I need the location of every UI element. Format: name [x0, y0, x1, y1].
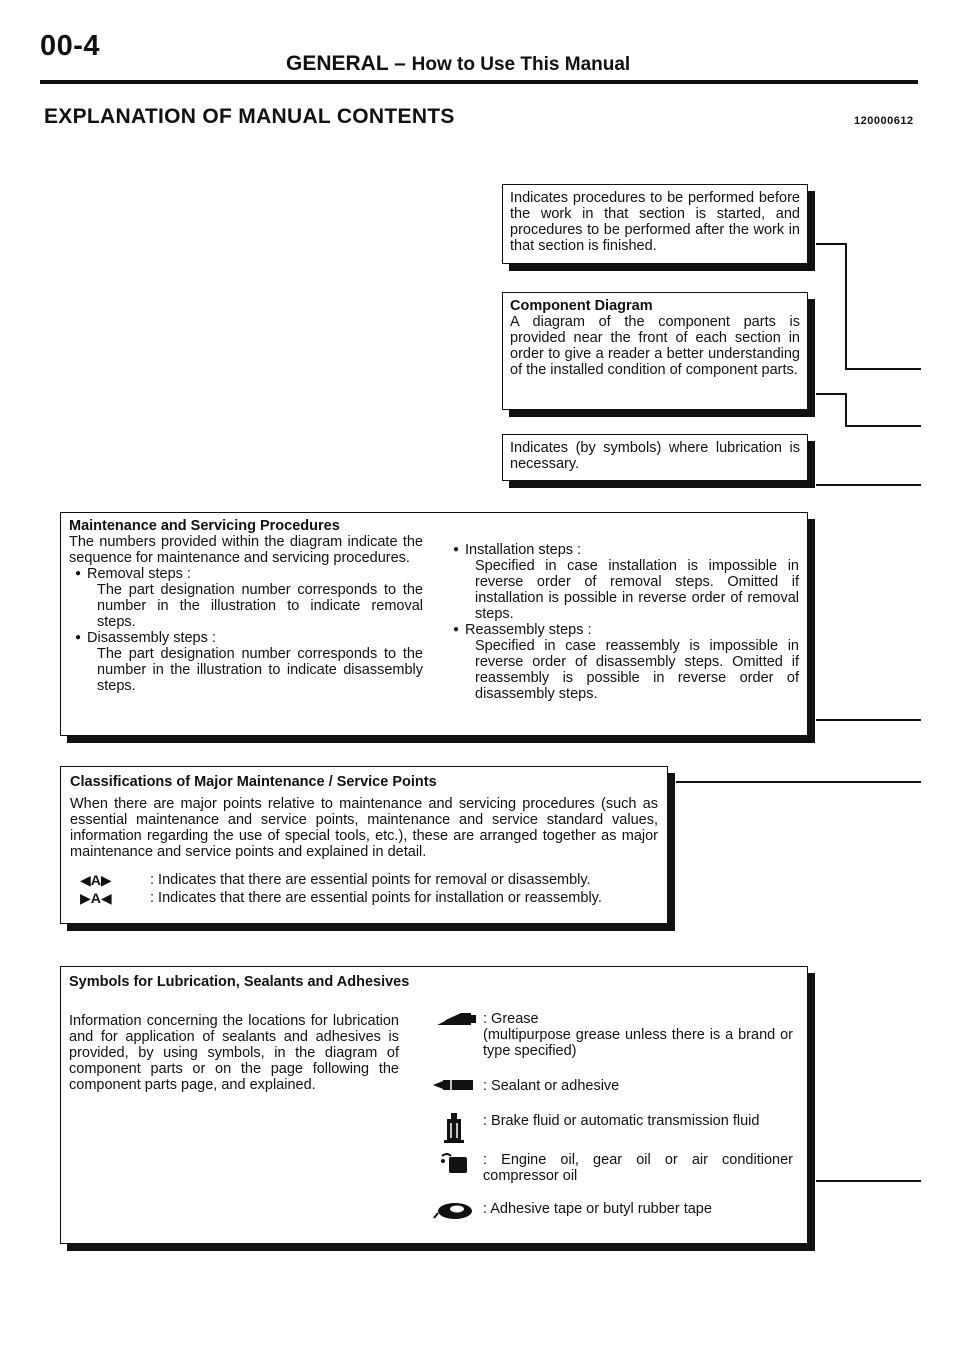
brake-fluid-row — [425, 1113, 793, 1143]
reference-code: 120000612 — [854, 115, 914, 127]
lubrication-indication-text: Indicates (by symbols) where lubrication is necessary. — [510, 440, 800, 472]
maintenance-title: Maintenance and Servicing Procedures — [69, 518, 340, 534]
classifications-title: Classifications of Major Maintenance / Service Points — [70, 774, 437, 790]
grease-label: : Grease — [483, 1011, 539, 1027]
installation-steps-desc: Specified in case installation is impossible in reverse order of removal steps. Omitted if installation is possible in reverse order of removal steps. — [475, 558, 799, 622]
lubrication-symbols-intro: Information concerning the locations for lubrication and for application of sealants and adhesives is provided, by using symbols, in the diagram of component parts or on the page following the component parts page, and explained. — [69, 1013, 399, 1093]
header-subtitle: How to Use This Manual — [411, 54, 631, 75]
bullet-icon: ● — [74, 632, 82, 643]
reassembly-steps-item — [447, 622, 799, 638]
bullet-icon: ● — [452, 544, 460, 555]
bullet-icon: ● — [452, 624, 460, 635]
lubrication-symbols-box — [60, 966, 808, 1244]
removal-point-symbol: ◀A▶ — [80, 872, 112, 888]
maintenance-intro: The numbers provided within the diagram indicate the sequence for maintenance and servicing procedures. — [69, 534, 423, 566]
tape-label: : Adhesive tape or butyl rubber tape — [483, 1201, 712, 1217]
grease-row — [425, 1011, 793, 1059]
header-rule — [40, 80, 918, 84]
grease-gun-icon — [431, 1011, 477, 1029]
engine-oil-label: : Engine oil, gear oil or air conditioner compressor oil — [483, 1152, 793, 1184]
installation-steps-item — [447, 542, 799, 558]
classifications-text: When there are major points relative to maintenance and servicing procedures (such as essential maintenance and service points, maintenance and service standard values, information regarding the use of special tools, etc.), these are arranged together as major maintenance and service points and explained in detail. — [70, 796, 658, 860]
maintenance-left-column — [69, 518, 423, 694]
header-section: GENERAL — [286, 52, 389, 75]
component-diagram-title: Component Diagram — [510, 298, 653, 314]
maintenance-right-column — [447, 542, 799, 702]
sealant-label: : Sealant or adhesive — [483, 1078, 620, 1094]
installation-point-symbol: ▶A◀ — [80, 890, 112, 906]
reassembly-steps-desc: Specified in case reassembly is impossible in reverse order of disassembly steps. Omitted if reassembly is possible in reverse order of disassembly steps. — [475, 638, 799, 702]
disassembly-steps-desc: The part designation number corresponds to the number in the illustration to indicate disassembly steps. — [97, 646, 423, 694]
tape-roll-icon — [433, 1201, 475, 1221]
page-number: 00-4 — [40, 30, 101, 62]
classifications-box — [60, 766, 668, 924]
page-header-title — [286, 52, 630, 76]
symbol-installation-row — [70, 890, 658, 906]
tape-row — [425, 1201, 793, 1221]
reassembly-steps-label: Reassembly steps : — [465, 622, 592, 638]
procedures-box — [502, 184, 808, 264]
grease-note: (multipurpose grease unless there is a brand or type specified) — [483, 1027, 793, 1059]
maintenance-procedures-box — [60, 512, 808, 736]
header-separator: – — [394, 52, 406, 75]
fluid-bottle-icon — [444, 1113, 464, 1143]
brake-fluid-label: : Brake fluid or automatic transmission fluid — [483, 1113, 760, 1129]
component-diagram-box — [502, 292, 808, 410]
lubrication-symbols-title: Symbols for Lubrication, Sealants and Adhesives — [69, 974, 410, 990]
disassembly-steps-item — [69, 630, 423, 646]
oil-can-icon — [439, 1152, 469, 1174]
section-title: EXPLANATION OF MANUAL CONTENTS — [44, 105, 455, 128]
removal-steps-item — [69, 566, 423, 582]
removal-steps-desc: The part designation number corresponds to the number in the illustration to indicate removal steps. — [97, 582, 423, 630]
removal-steps-label: Removal steps : — [87, 566, 191, 582]
lubrication-indication-box — [502, 434, 808, 481]
bullet-icon: ● — [74, 568, 82, 579]
installation-steps-label: Installation steps : — [465, 542, 582, 558]
procedures-text: Indicates procedures to be performed before the work in that section is started, and procedures to be performed after the work in that section is finished. — [510, 190, 800, 254]
component-diagram-text: A diagram of the component parts is provided near the front of each section in order to give a reader a better understanding of the installed condition of component parts. — [510, 314, 800, 378]
removal-point-desc: : Indicates that there are essential points for removal or disassembly. — [150, 872, 591, 888]
sealant-row — [425, 1078, 793, 1094]
sealant-tube-icon — [431, 1078, 477, 1092]
symbol-removal-row — [70, 872, 658, 888]
disassembly-steps-label: Disassembly steps : — [87, 630, 216, 646]
engine-oil-row — [425, 1152, 793, 1184]
installation-point-desc: : Indicates that there are essential points for installation or reassembly. — [150, 890, 602, 906]
